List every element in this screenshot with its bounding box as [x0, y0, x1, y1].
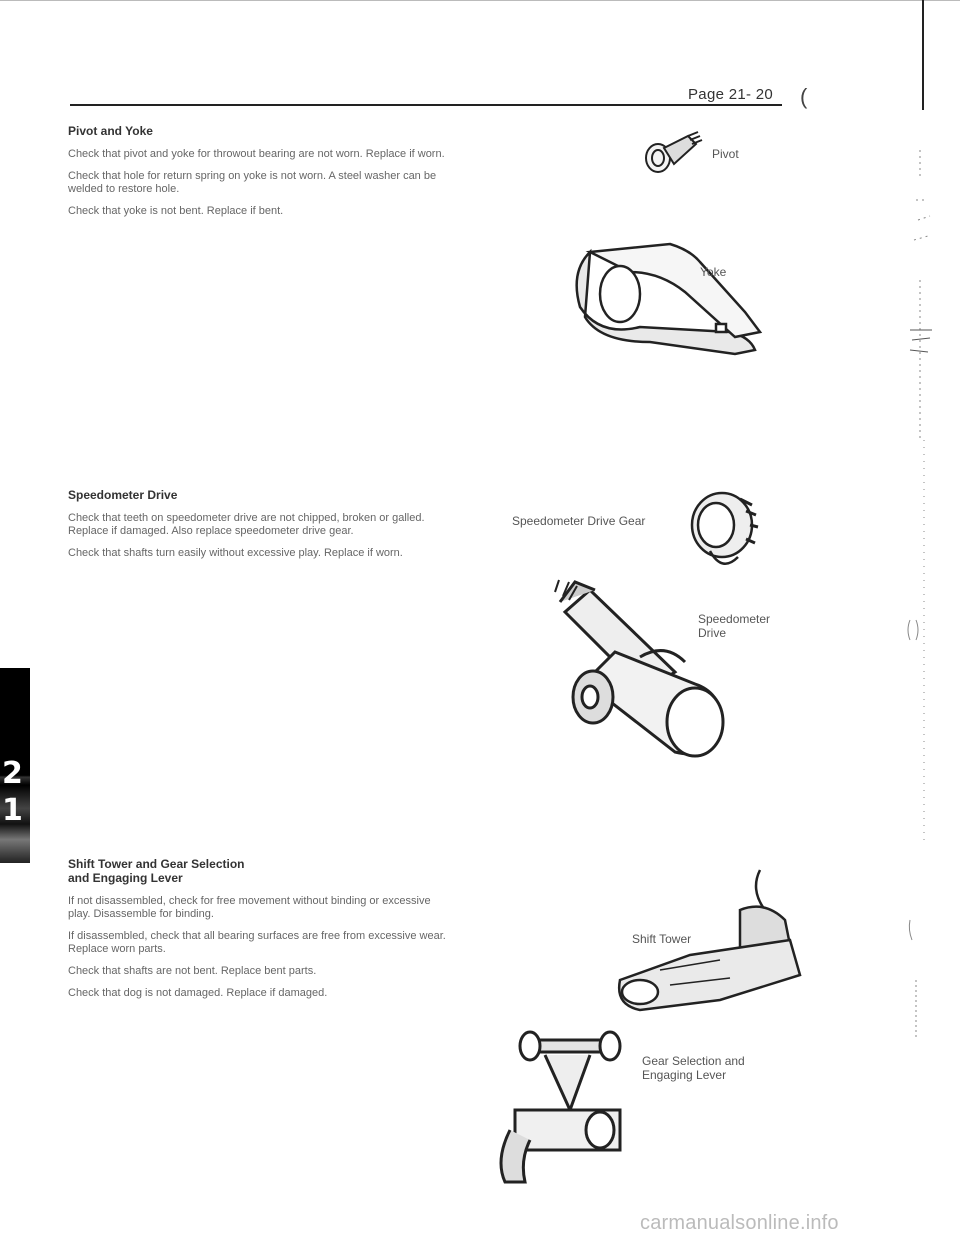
- paragraph: Check that yoke is not bent. Replace if bent.: [68, 205, 284, 217]
- speedometer-drive-illustration: [545, 572, 745, 782]
- page-number: Page 21- 20: [688, 86, 774, 103]
- label-gear-selection-line2: Engaging Lever: [642, 1068, 727, 1082]
- label-shift-tower: Shift Tower: [632, 932, 692, 946]
- gear-selection-lever-illustration: [490, 1010, 640, 1190]
- label-speedometer-drive-line2: Drive: [698, 626, 727, 640]
- label-pivot: Pivot: [712, 147, 739, 161]
- paragraph: Check that shafts are not bent. Replace bent parts.: [68, 965, 317, 977]
- label-speedometer-drive-line1: Speedometer: [698, 612, 771, 626]
- chapter-digit-top: 2: [2, 756, 23, 791]
- footer-watermark: carmanualsonline.info: [640, 1212, 839, 1234]
- yoke-illustration: [560, 232, 770, 357]
- speedometer-drive-gear-illustration: [680, 485, 760, 575]
- paragraph: Check that shafts turn easily without excessive play. Replace if worn.: [68, 547, 403, 559]
- paragraph: If disassembled, check that all bearing surfaces are free from excessive wear. Replace worn parts.: [68, 930, 446, 955]
- label-yoke: Yoke: [700, 265, 727, 279]
- label-gear-selection-line1: Gear Selection and: [642, 1054, 745, 1068]
- chapter-tab: [0, 668, 30, 863]
- chapter-digit-bottom: 1: [2, 793, 23, 828]
- section-title-line1: Shift Tower and Gear Selection: [68, 857, 245, 871]
- paragraph: Check that pivot and yoke for throwout bearing are not worn. Replace if worn.: [68, 148, 445, 160]
- pivot-illustration: [640, 126, 710, 186]
- header-rule: [70, 104, 782, 106]
- top-scan-line: [0, 0, 960, 1]
- section-speedometer-drive: [68, 488, 448, 569]
- label-speedometer-drive-gear: Speedometer Drive Gear: [512, 514, 646, 528]
- corner-punch-mark: (: [800, 84, 808, 109]
- section-title: Pivot and Yoke: [68, 124, 153, 138]
- section-shift-tower: [68, 857, 448, 1009]
- paragraph: Check that teeth on speedometer drive are not chipped, broken or galled. Replace if damaged. Also replace speedometer drive gear.: [68, 512, 425, 537]
- section-pivot-yoke: [68, 124, 448, 227]
- right-binding-line: [922, 0, 924, 110]
- paragraph: Check that dog is not damaged. Replace if damaged.: [68, 987, 328, 999]
- paragraph: Check that hole for return spring on yoke is not worn. A steel washer can be welded to restore hole.: [68, 170, 437, 195]
- section-title: Speedometer Drive: [68, 488, 178, 502]
- scan-edge-artifacts: [880, 140, 940, 1140]
- paragraph: If not disassembled, check for free movement without binding or excessive play. Disassemble for binding.: [68, 895, 431, 920]
- section-title-line2: and Engaging Lever: [68, 871, 183, 885]
